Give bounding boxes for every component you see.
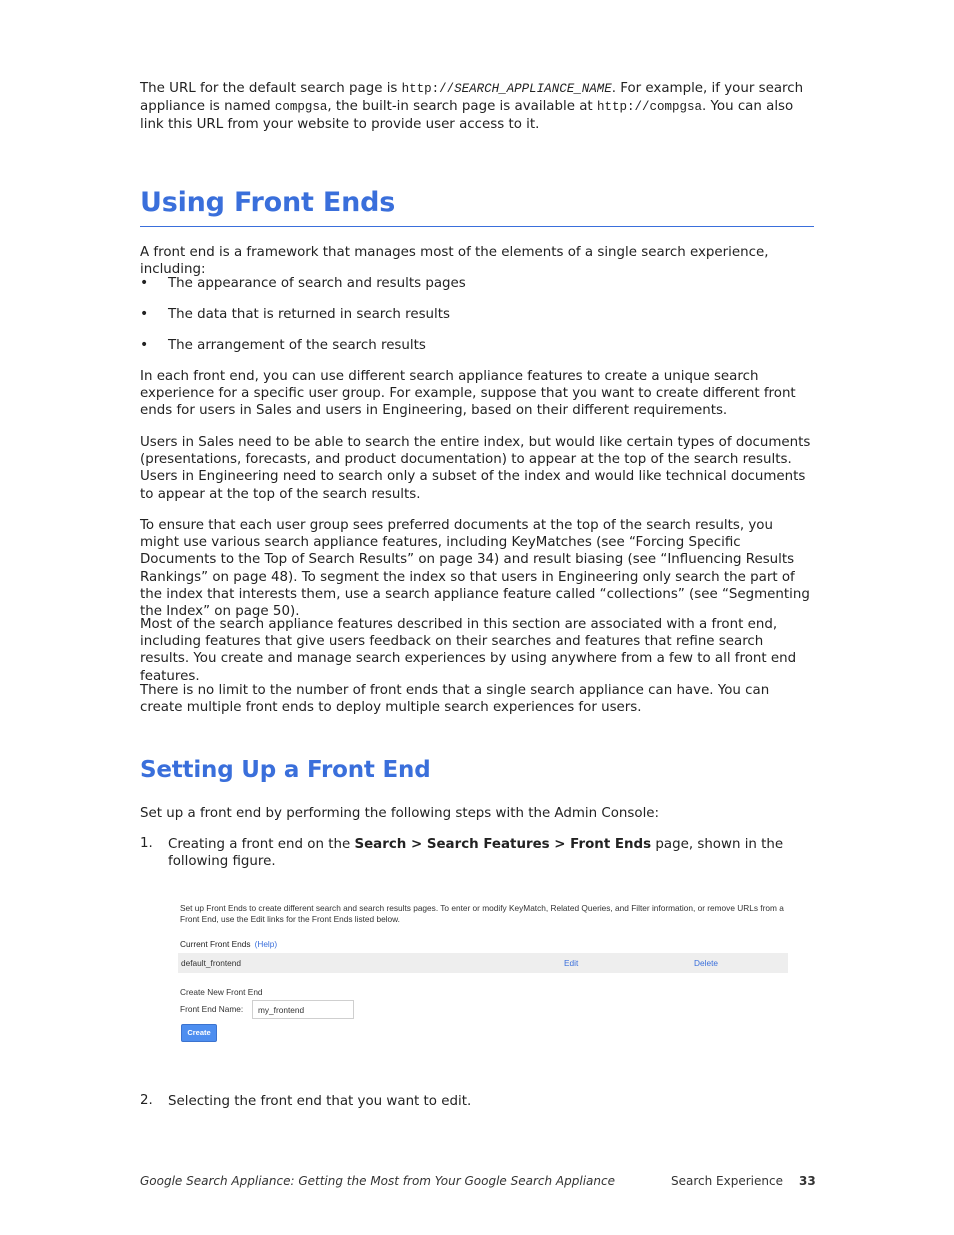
front-end-name: default_frontend	[181, 958, 241, 968]
edit-link[interactable]: Edit	[564, 958, 579, 968]
bullet-icon: •	[140, 337, 149, 353]
url-example: http://compgsa	[596, 100, 702, 115]
footer-section: Search Experience	[671, 1174, 783, 1188]
step-text-pre: Creating a front end on the	[168, 837, 355, 852]
current-front-ends-title	[180, 939, 277, 949]
figure-intro-text: Set up Front Ends to create different search and search results pages. To enter or modify KeyMatch, Related Queries, and Filter information, or remove URLs from a Front End, use the Edit links for the Front Ends listed below.	[180, 903, 784, 924]
step-number: 2.	[140, 1093, 153, 1108]
appliance-name: compgsa	[274, 100, 328, 115]
paragraph: In each front end, you can use different search appliance features to create a unique search experience for a specific user group. For example, suppose that you want to create different front ends for users in Sales and users in Engineering, based on their different requirements.	[140, 369, 796, 419]
section-heading-setting-up: Setting Up a Front End	[140, 757, 431, 783]
bullet-icon: •	[140, 306, 149, 322]
intro-paragraph	[140, 80, 814, 134]
front-end-name-label: Front End Name:	[180, 1004, 244, 1014]
intro-text-4: . You can also link this URL from your website to provide user access to it.	[140, 99, 794, 133]
url-variable: SEARCH_APPLIANCE_NAME	[454, 82, 612, 96]
paragraph: There is no limit to the number of front ends that a single search appliance can have. You can create multiple front ends to deploy multiple search experiences for users.	[140, 683, 770, 716]
section1-lead: A front end is a framework that manages most of the elements of a single search experience, including:	[140, 245, 769, 278]
create-new-front-end-title: Create New Front End	[180, 987, 263, 997]
list-item-text: The arrangement of the search results	[168, 338, 426, 353]
paragraph: To ensure that each user group sees preferred documents at the top of the search results, you might use various search appliance features, including KeyMatches (see “Forcing Specific Documents to the Top of Search Results” on page 34) and result biasing (see “Influencing Results Rankings” on page 48). To segment the index so that users in Engineering only search the part of the index that interests them, use a search appliance feature called “collections” (see “Segmenting the Index” on page 50).	[140, 518, 810, 620]
create-button[interactable]: Create	[181, 1024, 217, 1042]
help-link[interactable]: (Help)	[254, 939, 278, 949]
delete-link[interactable]: Delete	[694, 958, 718, 968]
list-item-text: The data that is returned in search results	[168, 307, 450, 322]
section2-lead: Set up a front end by performing the following steps with the Admin Console:	[140, 806, 660, 821]
heading-rule	[140, 226, 814, 227]
intro-text-2: . For example, if your search appliance is named	[140, 81, 804, 115]
intro-text-3: , the built-in search page is available at	[327, 99, 597, 115]
intro-text-1: The URL for the default search page is	[140, 81, 402, 96]
menu-path: Search > Search Features > Front Ends	[354, 837, 652, 852]
front-end-name-input[interactable]	[252, 1000, 354, 1019]
paragraph: Most of the search appliance features described in this section are associated with a front end, including features that give users feedback on their searches and features that refine search results. You create and manage search experiences by using anywhere from a few to all front end features.	[140, 617, 797, 684]
paragraph: Users in Sales need to be able to search the entire index, but would like certain types of documents (presentations, forecasts, and product documentation) to appear at the top of the search results. Users in Engineering need to search only a subset of the index and would like technical documents to appear at the top of the search results.	[140, 435, 811, 502]
bullet-icon: •	[140, 275, 149, 291]
table-row	[178, 953, 788, 973]
step-number: 1.	[140, 836, 153, 851]
page-number: 33	[799, 1174, 816, 1188]
url-prefix: http://	[401, 82, 455, 96]
front-ends-figure	[178, 900, 790, 1045]
section-heading-using-front-ends: Using Front Ends	[140, 187, 396, 218]
step-text: Selecting the front end that you want to edit.	[168, 1094, 472, 1109]
list-item-text: The appearance of search and results pages	[168, 276, 466, 291]
step-text	[168, 836, 814, 870]
current-front-ends-label: Current Front Ends	[180, 939, 251, 949]
step-text-post: page, shown in the following figure.	[168, 837, 784, 870]
footer-doc-title: Google Search Appliance: Getting the Most from Your Google Search Appliance	[140, 1174, 615, 1188]
front-end-name-value: my_frontend	[258, 1005, 305, 1015]
